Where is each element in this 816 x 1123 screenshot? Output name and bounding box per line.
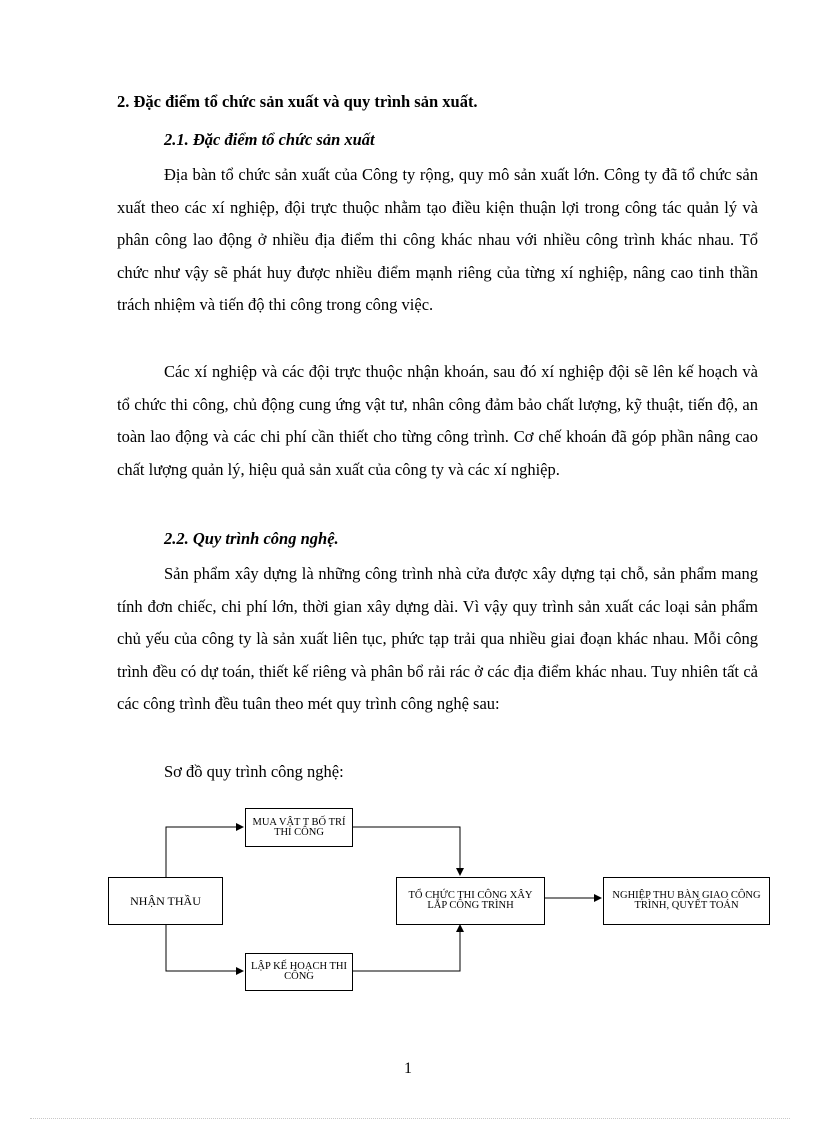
paragraph-contracting: Các xí nghiệp và các đội trực thuộc nhận khoán, sau đó xí nghiệp đội sẽ lên kế hoạch và tổ chức thi công, chủ động cung ứng vật tư, nhân công đảm bảo chất lượng, kỹ thuật, tiến độ, an toàn lao động và các chi phí cần thiết cho từng công trình. Cơ chế khoán đã góp phần nâng cao chất lượng quản lý, hiệu quả sản xuất của công ty và các xí nghiệp. <box>117 362 758 479</box>
paragraph-process: Sản phẩm xây dựng là những công trình nhà cửa được xây dựng tại chỗ, sản phẩm mang tính đơn chiếc, chi phí lớn, thời gian xây dựng dài. Vì vậy quy trình sản xuất các loại sản phẩm chủ yếu của công ty là sản xuất liên tục, phức tạp trải qua nhiều giai đoạn khác nhau. Mỗi công trình đều có dự toán, thiết kế riêng và phân bổ rải rác ở các địa điểm khác nhau. Tuy nhiên tất cả các công trình đều tuân theo mét quy trình công nghệ sau: <box>117 564 758 714</box>
connector-muavattu-to-tochuc <box>353 827 460 875</box>
connector-nhanthau-to-lapkehoach <box>166 925 243 971</box>
diagram-box-to-chuc-thi-cong: TỔ CHỨC THI CÔNG XÂY LẮP CÔNG TRÌNH <box>396 877 545 925</box>
subsection-title-2-2: 2.2. Quy trình công nghệ. <box>164 529 339 548</box>
page-number: 1 <box>404 1060 412 1077</box>
subsection-title-2-1: 2.1. Đặc điểm tổ chức sản xuất <box>164 130 375 149</box>
diagram-box-mua-vat-tu: MUA VẬT T BỐ TRÍ THI CÔNG <box>245 808 353 847</box>
diagram-box-lap-ke-hoach: LẬP KẾ HOẠCH THI CÔNG <box>245 953 353 991</box>
footer-rule <box>30 1118 790 1119</box>
connector-nhanthau-to-muavattu <box>166 827 243 877</box>
diagram-caption: Sơ đồ quy trình công nghệ: <box>164 762 344 781</box>
section-heading: 2. Đặc điểm tổ chức sản xuất và quy trình sản xuất. <box>117 92 478 111</box>
diagram-box-nhan-thau: NHẬN THẦU <box>108 877 223 925</box>
paragraph-organization: Địa bàn tổ chức sản xuất của Công ty rộng, quy mô sản xuất lớn. Công ty đã tổ chức sản xuất theo các xí nghiệp, đội trực thuộc nhằm tạo điều kiện thuận lợi trong công tác quản lý và phân công lao động ở nhiều địa điểm thi công khác nhau với nhiều công trình khác nhau. Tổ chức như vậy sẽ phát huy được nhiều điểm mạnh riêng của từng xí nghiệp, nâng cao tinh thần trách nhiệm và tiến độ thi công trong công việc. <box>117 165 758 315</box>
diagram-box-nghiem-thu: NGHIỆP THU BÀN GIAO CÔNG TRÌNH, QUYẾT TOÁN <box>603 877 770 925</box>
connector-lapkehoach-to-tochuc <box>353 925 460 971</box>
